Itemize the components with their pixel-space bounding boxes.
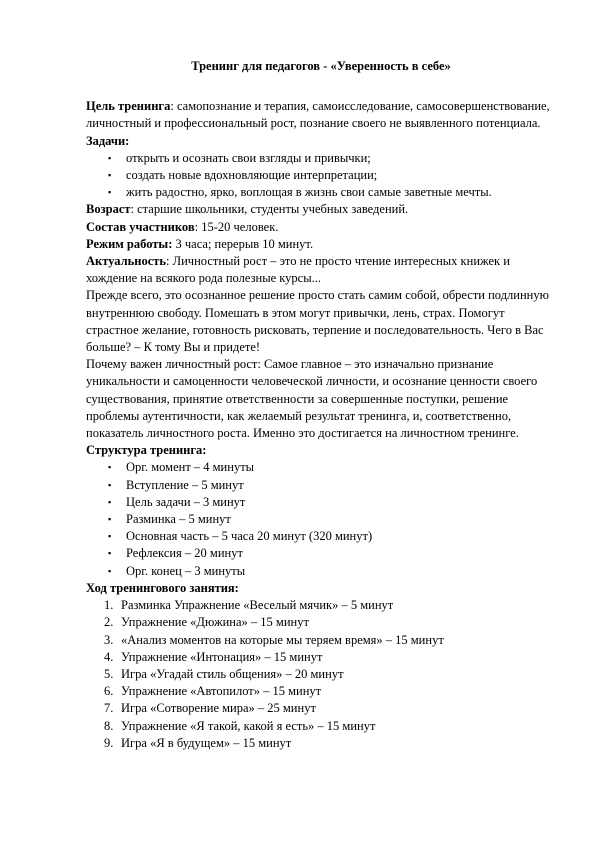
course-item (104, 666, 556, 683)
course-item-number: 4. (104, 649, 114, 664)
schedule-label: Режим работы: (86, 236, 173, 251)
course-label: Ход тренингового занятия: (86, 580, 239, 595)
course-item-number: 2. (104, 615, 114, 630)
course-item-text: Упражнение «Автопилот» – 15 минут (121, 684, 322, 699)
course-item-text: «Анализ моментов на которые мы теряем время» – 15 минут (121, 632, 444, 647)
structure-item: ▪ Основная часть – 5 часа 20 минут (320 минут) (108, 528, 556, 545)
tasks-item: ▪ создать новые вдохновляющие интерпретации; (108, 167, 556, 184)
course-item-number: 8. (104, 718, 114, 733)
age-label: Возраст (86, 202, 131, 217)
course-item-number: 3. (104, 632, 114, 647)
age-paragraph (86, 201, 556, 218)
structure-list (86, 459, 556, 579)
course-item (104, 718, 556, 735)
course-item (104, 597, 556, 614)
course-item (104, 735, 556, 752)
structure-label: Структура тренинга: (86, 443, 207, 458)
structure-item: ▪ Вступление – 5 минут (108, 477, 556, 494)
course-item-text: Игра «Угадай стиль общения» – 20 минут (121, 666, 344, 681)
structure-item: ▪ Разминка – 5 минут (108, 511, 556, 528)
relevance-paragraph-3: Почему важен личностный рост: Самое главное – это изначально признание уникальности и самоценности человеческой личности, и осознание ценности своего существования, принятие ответственности за совершенные поступки, решение проблемы аутентичности, как желаемый результат тренинга, и, соответственно, показатель личностного роста. Именно это достигается на личностном тренинге. (86, 357, 538, 441)
course-item-number: 1. (104, 598, 114, 613)
relevance-paragraph (86, 253, 556, 287)
course-item (104, 683, 556, 700)
structure-item: ▪ Цель задачи – 3 минут (108, 494, 556, 511)
course-item (104, 632, 556, 649)
goal-label: Цель тренинга (86, 99, 171, 114)
relevance-paragraph-2: Прежде всего, это осознанное решение просто стать самим собой, обрести подлинную внутреннюю свободу. Помешать в этом могут привычки, лень, страх. Помогут страстное желание, готовность рисковать, терпение и последовательность. Чего в Вас больше? – К тому Вы и придете! (86, 288, 549, 355)
course-item-number: 5. (104, 666, 114, 681)
participants-text: : 15-20 человек. (194, 219, 279, 234)
document-title: Тренинг для педагогов - «Уверенность в себе» (191, 59, 451, 73)
document-page (86, 58, 556, 752)
tasks-list (86, 150, 556, 202)
relevance-text: : Личностный рост – это не просто чтение интересных книжек и хождение на всякого рода полезные курсы... (86, 254, 510, 286)
participants-label: Состав участников (86, 219, 195, 234)
structure-item: ▪ Рефлексия – 20 минут (108, 545, 556, 562)
age-text: : старшие школьники, студенты учебных заведений. (130, 202, 409, 217)
schedule-text: 3 часа; перерыв 10 минут. (172, 236, 314, 251)
course-item-text: Упражнение «Я такой, какой я есть» – 15 минут (121, 718, 376, 733)
relevance-label: Актуальность (86, 254, 167, 269)
course-item-text: Упражнение «Интонация» – 15 минут (121, 649, 323, 664)
goal-paragraph (86, 98, 556, 132)
tasks-item: ▪ открыть и осознать свои взгляды и привычки; (108, 150, 556, 167)
goal-text: : самопознание и терапия, самоисследование, самосовершенствование, личностный и профессиональный рост, познание своего не выявленного потенциала. (86, 99, 550, 131)
course-item-text: Разминка Упражнение «Веселый мячик» – 5 минут (121, 598, 394, 613)
course-item (104, 649, 556, 666)
course-item-text: Игра «Сотворение мира» – 25 минут (121, 701, 316, 716)
schedule-paragraph (86, 236, 556, 253)
tasks-label: Задачи: (86, 133, 130, 148)
course-item-text: Игра «Я в будущем» – 15 минут (121, 735, 292, 750)
course-item (104, 700, 556, 717)
course-item-number: 7. (104, 701, 114, 716)
course-item-number: 9. (104, 735, 114, 750)
course-item (104, 614, 556, 631)
course-item-number: 6. (104, 684, 114, 699)
structure-item: ▪ Орг. конец – 3 минуты (108, 563, 556, 580)
course-item-text: Упражнение «Дюжина» – 15 минут (121, 615, 309, 630)
course-list (86, 597, 556, 752)
tasks-item: ▪ жить радостно, ярко, воплощая в жизнь свои самые заветные мечты. (108, 184, 556, 201)
participants-paragraph (86, 219, 556, 236)
structure-item: ▪ Орг. момент – 4 минуты (108, 459, 556, 476)
